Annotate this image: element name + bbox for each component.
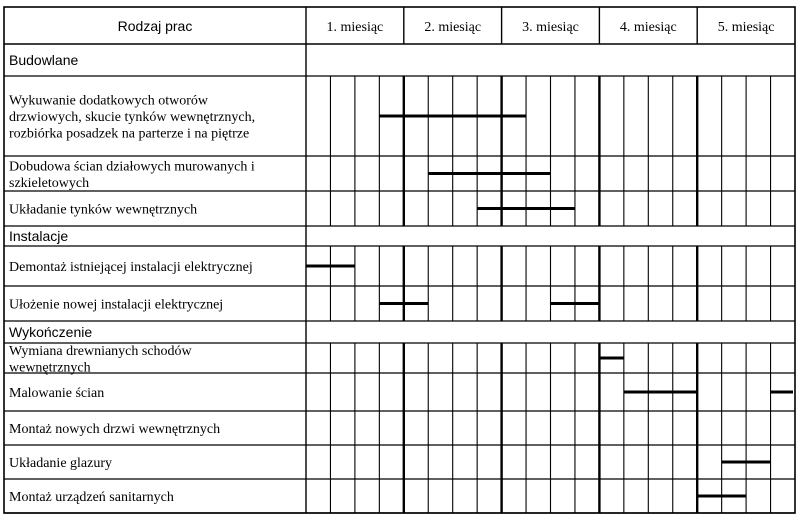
table-text <box>9 18 774 505</box>
task-label: Ułożenie nowej instalacji elektrycznej <box>9 297 224 313</box>
section-label: Budowlane <box>9 52 79 68</box>
task-column-header: Rodzaj prac <box>117 18 193 34</box>
task-label: rozbiórka posadzek na parterze i na piętrze <box>9 126 250 142</box>
task-label: Montaż nowych drzwi wewnętrznych <box>9 422 221 437</box>
task-label: Montaż urządzeń sanitarnych <box>9 490 174 505</box>
month-header-4: 4. miesiąc <box>619 20 677 35</box>
task-label: Układanie glazury <box>9 456 113 471</box>
task-label: Wykuwanie dodatkowych otworów <box>9 93 209 109</box>
month-header-5: 5. miesiąc <box>717 20 775 35</box>
task-label: Demontaż istniejącej instalacji elektrycznej <box>9 260 253 275</box>
task-label: drzwiowych, skucie tynków wewnętrznych, <box>9 110 256 125</box>
task-label: Dobudowa ścian działowych murowanych i <box>9 159 255 175</box>
task-label: Malowanie ścian <box>9 386 105 401</box>
task-label: Układanie tynków wewnętrznych <box>9 202 198 218</box>
task-label: Wymiana drewnianych schodów <box>9 343 192 359</box>
month-header-2: 2. miesiąc <box>424 20 482 35</box>
task-label: wewnętrznych <box>9 360 91 376</box>
section-label: Wykończenie <box>9 324 93 340</box>
month-header-1: 1. miesiąc <box>326 20 384 35</box>
month-header-3: 3. miesiąc <box>522 20 579 35</box>
section-label: Instalacje <box>9 228 69 244</box>
task-label: szkieletowych <box>9 175 90 191</box>
